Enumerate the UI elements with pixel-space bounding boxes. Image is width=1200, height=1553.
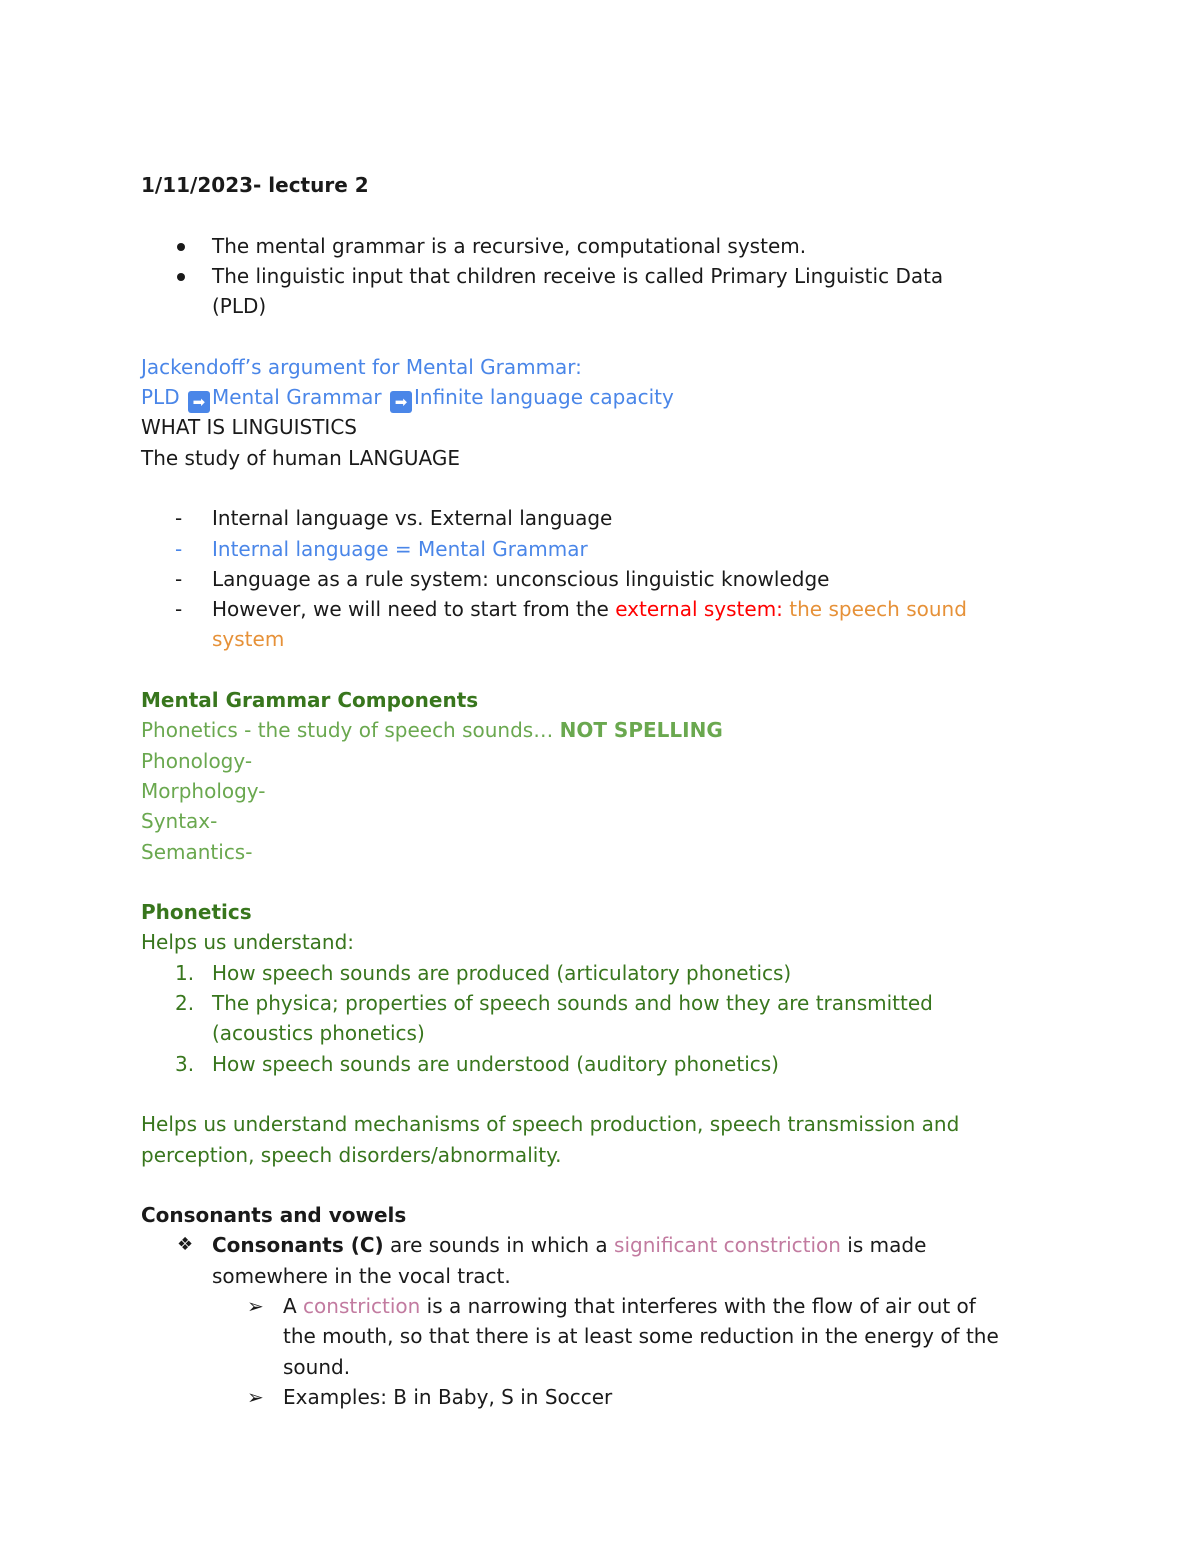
dash-text: Internal language = Mental Grammar bbox=[212, 536, 588, 561]
external-system-highlight: external system: bbox=[615, 597, 783, 622]
dash-text: However, we will need to start from the bbox=[212, 597, 616, 622]
diamond-bullet-icon: ❖ bbox=[177, 1234, 194, 1256]
sub-item-text: the mouth, so that there is at least some reduction in the energy of the bbox=[283, 1324, 999, 1349]
chain-step: Infinite language capacity bbox=[414, 385, 674, 410]
dash-text: Internal language vs. External language bbox=[212, 506, 613, 531]
not-spelling-emphasis: NOT SPELLING bbox=[559, 718, 723, 743]
sub-item-text: Examples: B in Baby, S in Soccer bbox=[283, 1384, 613, 1409]
numbered-item-continuation bbox=[141, 1018, 1061, 1048]
sub-item-continuation bbox=[141, 1321, 1061, 1351]
item-text: How speech sounds are produced (articulatory phonetics) bbox=[212, 960, 792, 985]
sub-item bbox=[141, 1382, 1061, 1412]
consonants-text: somewhere in the vocal tract. bbox=[212, 1263, 511, 1288]
sub-item-text: A bbox=[283, 1293, 304, 1318]
bullet-item bbox=[141, 231, 1061, 261]
jackendoff-chain bbox=[141, 382, 1061, 412]
dash-item bbox=[141, 503, 1061, 533]
study-of-language: The study of human LANGUAGE bbox=[141, 445, 460, 470]
dash-icon: - bbox=[175, 506, 183, 531]
item-text: The physica; properties of speech sounds and how they are transmitted bbox=[212, 991, 933, 1016]
dash-item-continuation bbox=[141, 624, 1061, 654]
component-semantics: Semantics- bbox=[141, 839, 253, 864]
bullet-icon bbox=[177, 243, 185, 251]
arrowhead-bullet-icon: ➢ bbox=[247, 1293, 264, 1318]
numbered-item bbox=[141, 1049, 1061, 1079]
helps-understand: Helps us understand: bbox=[141, 930, 355, 955]
consonants-item-continuation bbox=[141, 1261, 1061, 1291]
jackendoff-heading: Jackendoff’s argument for Mental Grammar: bbox=[141, 354, 582, 379]
sub-item bbox=[141, 1291, 1061, 1321]
component-phonology: Phonology- bbox=[141, 748, 253, 773]
speech-sound-highlight: the speech sound bbox=[782, 597, 967, 622]
what-is-linguistics: WHAT IS LINGUISTICS bbox=[141, 415, 357, 440]
phonetics-heading: Phonetics bbox=[141, 900, 252, 925]
dash-item bbox=[141, 594, 1061, 624]
sub-item-continuation bbox=[141, 1352, 1061, 1382]
mechanisms-line-1: Helps us understand mechanisms of speech production, speech transmission and bbox=[141, 1112, 960, 1137]
components-heading: Mental Grammar Components bbox=[141, 688, 479, 713]
dash-item bbox=[141, 534, 1061, 564]
consonants-term: Consonants (C) bbox=[212, 1233, 384, 1258]
significant-constriction-highlight: significant constriction bbox=[614, 1233, 841, 1258]
right-arrow-icon: ➡ bbox=[390, 391, 412, 413]
dash-icon: - bbox=[175, 536, 183, 561]
constriction-highlight: constriction bbox=[303, 1293, 421, 1318]
dash-icon: - bbox=[175, 597, 183, 622]
bullet-item bbox=[141, 261, 1061, 291]
bullet-icon bbox=[177, 273, 185, 281]
item-number: 1. bbox=[175, 960, 195, 985]
item-number: 3. bbox=[175, 1051, 195, 1076]
cv-heading: Consonants and vowels bbox=[141, 1203, 407, 1228]
right-arrow-icon: ➡ bbox=[188, 391, 210, 413]
consonants-text: is made bbox=[840, 1233, 927, 1258]
bullet-text: (PLD) bbox=[212, 294, 267, 319]
consonants-text: are sounds in which a bbox=[383, 1233, 615, 1258]
mechanisms-line-2: perception, speech disorders/abnormality. bbox=[141, 1142, 562, 1167]
dash-item bbox=[141, 564, 1061, 594]
sub-item-text: sound. bbox=[283, 1354, 351, 1379]
arrowhead-bullet-icon: ➢ bbox=[247, 1384, 264, 1409]
dash-text: Language as a rule system: unconscious linguistic knowledge bbox=[212, 566, 830, 591]
chain-step: PLD bbox=[141, 385, 186, 410]
document-body bbox=[141, 170, 1061, 1412]
dash-icon: - bbox=[175, 566, 183, 591]
item-number: 2. bbox=[175, 991, 195, 1016]
bullet-text: The mental grammar is a recursive, computational system. bbox=[212, 233, 807, 258]
component-morphology: Morphology- bbox=[141, 778, 266, 803]
numbered-item bbox=[141, 988, 1061, 1018]
item-text: How speech sounds are understood (auditory phonetics) bbox=[212, 1051, 779, 1076]
sub-item-text: is a narrowing that interferes with the flow of air out of bbox=[420, 1293, 976, 1318]
component-phonetics bbox=[141, 715, 1061, 745]
speech-sound-highlight: system bbox=[212, 627, 285, 652]
bullet-item-continuation bbox=[141, 291, 1061, 321]
item-text: (acoustics phonetics) bbox=[212, 1021, 425, 1046]
chain-step: Mental Grammar bbox=[211, 385, 388, 410]
component-syntax: Syntax- bbox=[141, 809, 218, 834]
lecture-title: 1/11/2023- lecture 2 bbox=[141, 173, 369, 197]
numbered-item bbox=[141, 958, 1061, 988]
component-text: Phonetics - the study of speech sounds… bbox=[141, 718, 560, 743]
bullet-text: The linguistic input that children receive is called Primary Linguistic Data bbox=[212, 263, 944, 288]
consonants-item bbox=[141, 1230, 1061, 1260]
